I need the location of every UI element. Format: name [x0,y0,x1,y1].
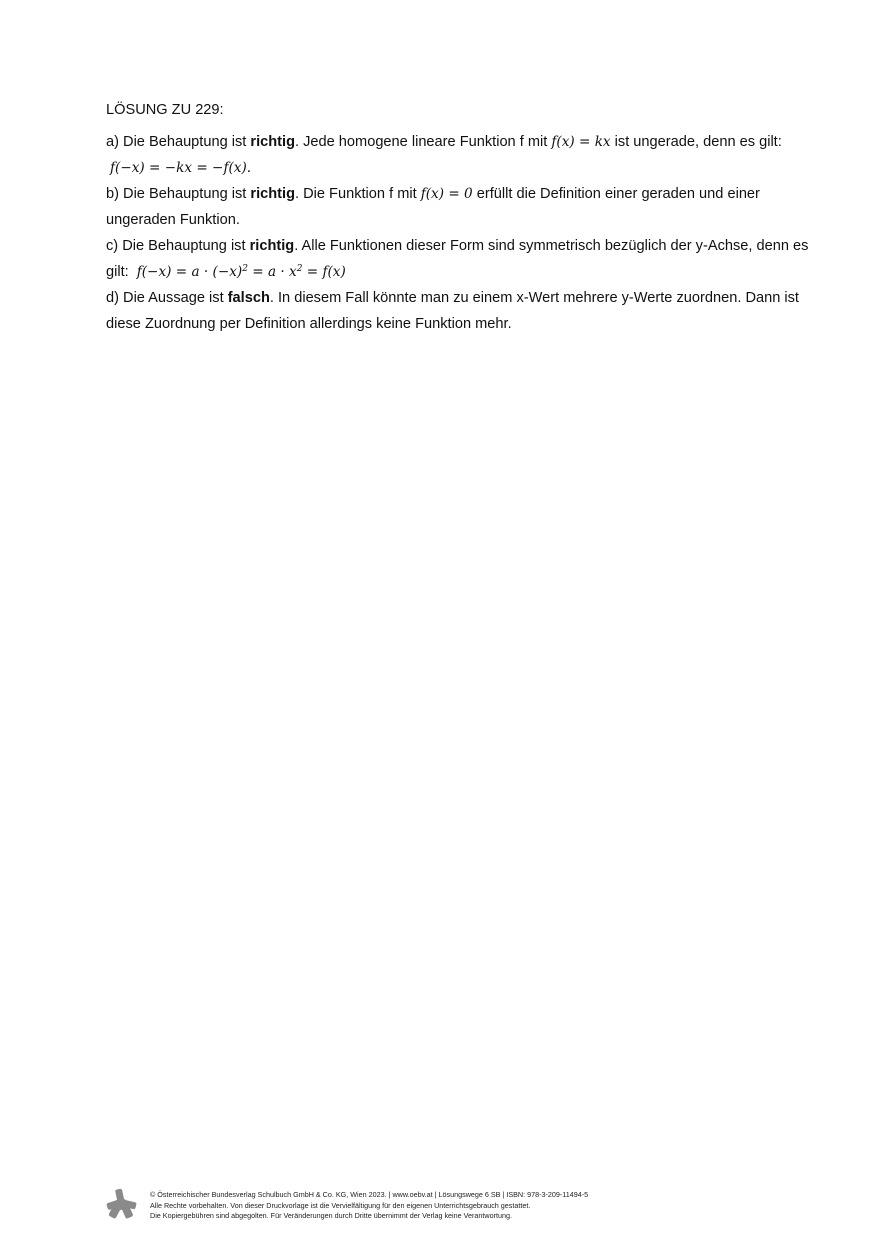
page-footer [105,1188,785,1224]
footer-disclaimer: Die Kopiergebühren sind abgegolten. Für Veränderungen durch Dritte übernimmt der Verlag keine Verantwortung. [150,1211,512,1220]
part-b-text-2: erfüllt die Definition einer geraden und einer ungeraden Funktion. [106,186,760,228]
part-a-formula: f(x) = kx [551,134,611,150]
footer-copyright: © Österreichischer Bundesverlag Schulbuch GmbH & Co. KG, Wien 2023. | www.oebv.at | Lösungswege 6 SB | ISBN: 978-3-209-11494-5 [150,1190,589,1199]
part-b-prefix: b) Die Behauptung ist [106,186,251,202]
solution-part-b [106,181,826,233]
part-d-text: . In diesem Fall könnte man zu einem x-Wert mehrere y-Werte zuordnen. Dann ist diese Zuordnung per Definition allerdings keine Funktion mehr. [106,290,799,332]
part-b-formula: f(x) = 0 [420,186,473,202]
part-d-verdict: falsch [227,290,270,306]
part-c-equation: $f(-x) = a \cdot (-x)^2 = a \cdot x^2 = f(x)$ [136,264,346,280]
solution-part-d [106,285,826,337]
part-a-equation: f(−x) = −kx = −f(x). [110,160,252,176]
part-a-verdict: richtig [250,134,295,150]
footer-text [150,1190,588,1222]
part-c-text: . Alle Funktionen dieser Form sind symmetrisch bezüglich der y-Achse, denn es gilt: [106,238,809,280]
part-c-prefix: c) Die Behauptung ist [106,238,250,254]
part-a-text: . Jede homogene lineare Funktion f mit [295,134,552,150]
part-c-verdict: richtig [249,238,295,254]
part-a-text-2: ist ungerade, denn es gilt: [610,134,782,150]
asterisk-logo-icon [105,1188,137,1220]
solution-content [106,99,826,337]
part-b-text: . Die Funktion f mit [295,186,421,202]
part-b-verdict: richtig [250,186,295,202]
footer-rights: Alle Rechte vorbehalten. Von dieser Druckvorlage ist die Vervielfältigung für den eigenen Unterrichtsgebrauch gestattet. [150,1200,531,1210]
solution-heading: LÖSUNG ZU 229: [106,102,224,118]
part-a-prefix: a) Die Behauptung ist [106,134,251,150]
part-d-prefix: d) Die Aussage ist [106,290,228,306]
solution-part-c [106,233,826,285]
solution-part-a [106,129,826,181]
